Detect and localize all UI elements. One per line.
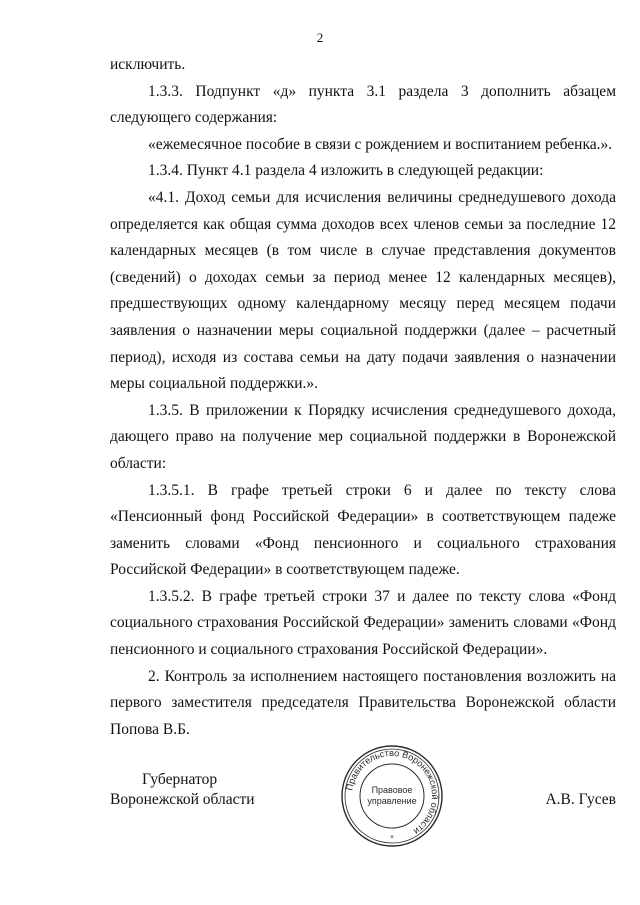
paragraph-1-3-4: 1.3.4. Пункт 4.1 раздела 4 изложить в следующей редакции:	[148, 162, 544, 180]
paragraph-1-3-3: 1.3.3. Подпункт «д» пункта 3.1 раздела 3 дополнить абзацем следующего содержания:	[110, 82, 616, 127]
paragraph-control: 2. Контроль за исполнением настоящего постановления возложить на первого заместителя председателя Правительства Воронежской области Попова В.Б.	[110, 667, 616, 738]
stamp-inner-text-line2: управление	[367, 796, 417, 806]
signatory-name: А.В. Гусев	[545, 791, 616, 808]
paragraph-excluded: исключить.	[110, 56, 186, 73]
paragraph-1-3-5-2: 1.3.5.2. В графе третьей строки 37 и далее по тексту слова «Фонд социального страхования Российской Федерации» заменить словами «Фонд пенсионного и социального страхования Российской Федерации».	[110, 587, 616, 659]
stamp-inner-text-line1: Правовое	[371, 785, 413, 795]
page-number: 2	[316, 30, 324, 45]
paragraph-4-1-text: «4.1. Доход семьи для исчисления величины среднедушевого дохода определяется как общая сумма доходов всех членов семьи за последние 12 календарных месяцев (в том числе в случае представления документов (сведений) о доходах семьи за период менее 12 календарных месяцев), предшествующих одному календарному месяцу перед месяцем подачи заявления о назначении меры социальной поддержки (далее – расчетный период), исходя из состава семьи на дату подачи заявления о назначении меры социальной поддержки.».	[110, 188, 616, 393]
paragraph-1-3-5: 1.3.5. В приложении к Порядку исчисления среднедушевого дохода, дающего право на получение мер социальной поддержки в Воронежской области:	[110, 401, 616, 472]
stamp-outer-text: Правительство Воронежской области	[344, 747, 441, 837]
stamp-star-icon: *	[390, 834, 394, 842]
paragraph-1-3-5-1: 1.3.5.1. В графе третьей строки 6 и далее по тексту слова «Пенсионный фонд Российской Федерации» в соответствующем падеже заменить словами «Фонд пенсионного и социального страхования Российской Федерации» в соответствующем падеже.	[110, 481, 616, 579]
signatory-position-line2: Воронежской области	[110, 791, 255, 808]
signatory-position	[110, 770, 300, 810]
paragraph-quoted-allowance: «ежемесячное пособие в связи с рождением и воспитанием ребенка.».	[148, 135, 613, 153]
signatory-position-line1: Губернатор	[142, 771, 218, 788]
document-body	[110, 52, 616, 743]
official-stamp	[340, 744, 444, 848]
